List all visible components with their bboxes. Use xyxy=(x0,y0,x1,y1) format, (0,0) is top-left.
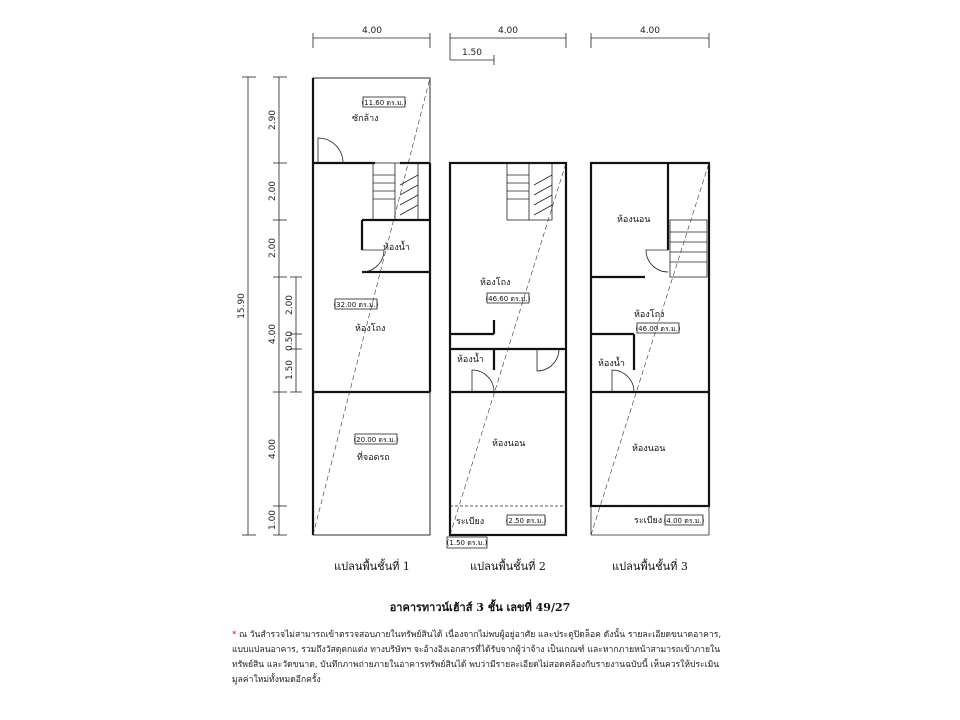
floor-3-plan xyxy=(591,163,709,535)
f1-laundry-label: ซักล้าง xyxy=(352,114,379,124)
note-star: * xyxy=(232,630,237,640)
dim-width-1: 4.00 xyxy=(361,26,383,36)
floor-1-caption: แปลนพื้นชั้นที่ 1 xyxy=(334,560,410,573)
dim-h-3: 2.00 xyxy=(268,237,278,259)
f3-balcony-area: (4.00 ตร.ม.) xyxy=(663,517,705,525)
f3-hall-label: ห้องโถง xyxy=(634,310,665,320)
floor-1-plan xyxy=(313,78,430,535)
f2-balcony-label: ระเบียง xyxy=(456,517,485,527)
survey-note xyxy=(232,628,732,688)
floor-3-caption: แปลนพื้นชั้นที่ 3 xyxy=(612,560,688,573)
dim-h-1: 2.90 xyxy=(268,109,278,131)
drawing-title: อาคารทาวน์เฮ้าส์ 3 ชั้น เลขที่ 49/27 xyxy=(389,601,571,614)
dim-total-height: 15.90 xyxy=(237,293,247,319)
left-dimensions xyxy=(237,77,302,535)
f1-hall-area: (32.00 ตร.ม.) xyxy=(333,301,379,309)
dim-h-6: 1.00 xyxy=(268,509,278,531)
f2-bath-label: ห้องน้ำ xyxy=(457,355,484,365)
dim-width-2: 4.00 xyxy=(497,26,519,36)
dim-inner-1: 2.00 xyxy=(285,294,295,316)
f1-hall-label: ห้องโถง xyxy=(355,324,386,334)
f3-bedroom-top-label: ห้องนอน xyxy=(617,215,651,225)
f2-overhang-area: (1.50 ตร.ม.) xyxy=(446,539,488,547)
dim-h-5: 4.00 xyxy=(268,438,278,460)
f3-bath-label: ห้องน้ำ xyxy=(598,359,625,369)
f1-laundry-area: (11.60 ตร.ม.) xyxy=(361,99,407,107)
note-text: ณ วันสำรวจไม่สามารถเข้าตรวจสอบภายในทรัพย์สินได้ เนื่องจากไม่พบผู้อยู่อาศัย และประตูปิดล็อค ดังนั้น รายละเอียดขนาดอาคาร, แบบแปลนอาคาร, รวมถึงวัสดุตกแต่ง ทางบริษัทฯ จะอ้างอิงเอกสารที่ได้รับจากผู้ว่าจ้าง เป็นเกณฑ์ และหากภายหน้าสามารถเข้าภายในทรัพย์สิน และวัดขนาด, บันทึกภาพถ่ายภายในอาคารทรัพย์สินได้ พบว่ามีรายละเอียดไม่สอดคล้องกับรายงานฉบับนี้ เห็นควรให้ประเมินมูลค่าใหม่ทั้งหมดอีกครั้ง xyxy=(232,630,722,685)
dim-sub-width: 1.50 xyxy=(461,48,483,58)
f2-hall-label: ห้องโถง xyxy=(480,278,511,288)
dim-h-2: 2.00 xyxy=(268,180,278,202)
f1-parking-label: ที่จอดรถ xyxy=(357,453,390,463)
f3-hall-area: (46.00 ตร.ม.) xyxy=(635,325,681,333)
dim-inner-3: 1.50 xyxy=(285,359,295,381)
f1-parking-area: (20.00 ตร.ม.) xyxy=(353,436,399,444)
dim-width-3: 4.00 xyxy=(639,26,661,36)
f2-bedroom-label: ห้องนอน xyxy=(492,439,526,449)
dim-h-4: 4.00 xyxy=(268,323,278,345)
f1-bath-label: ห้องน้ำ xyxy=(383,243,410,253)
top-dimensions xyxy=(313,26,709,65)
f3-balcony-label: ระเบียง xyxy=(634,516,663,526)
f2-hall-area: (46.60 ตร.ม.) xyxy=(485,295,531,303)
floor-2-caption: แปลนพื้นชั้นที่ 2 xyxy=(470,560,546,573)
floor-2-plan xyxy=(447,163,566,548)
f2-balcony-area: (2.50 ตร.ม.) xyxy=(505,517,547,525)
f3-bedroom-label: ห้องนอน xyxy=(632,444,666,454)
dim-inner-2: 0.50 xyxy=(285,330,295,352)
